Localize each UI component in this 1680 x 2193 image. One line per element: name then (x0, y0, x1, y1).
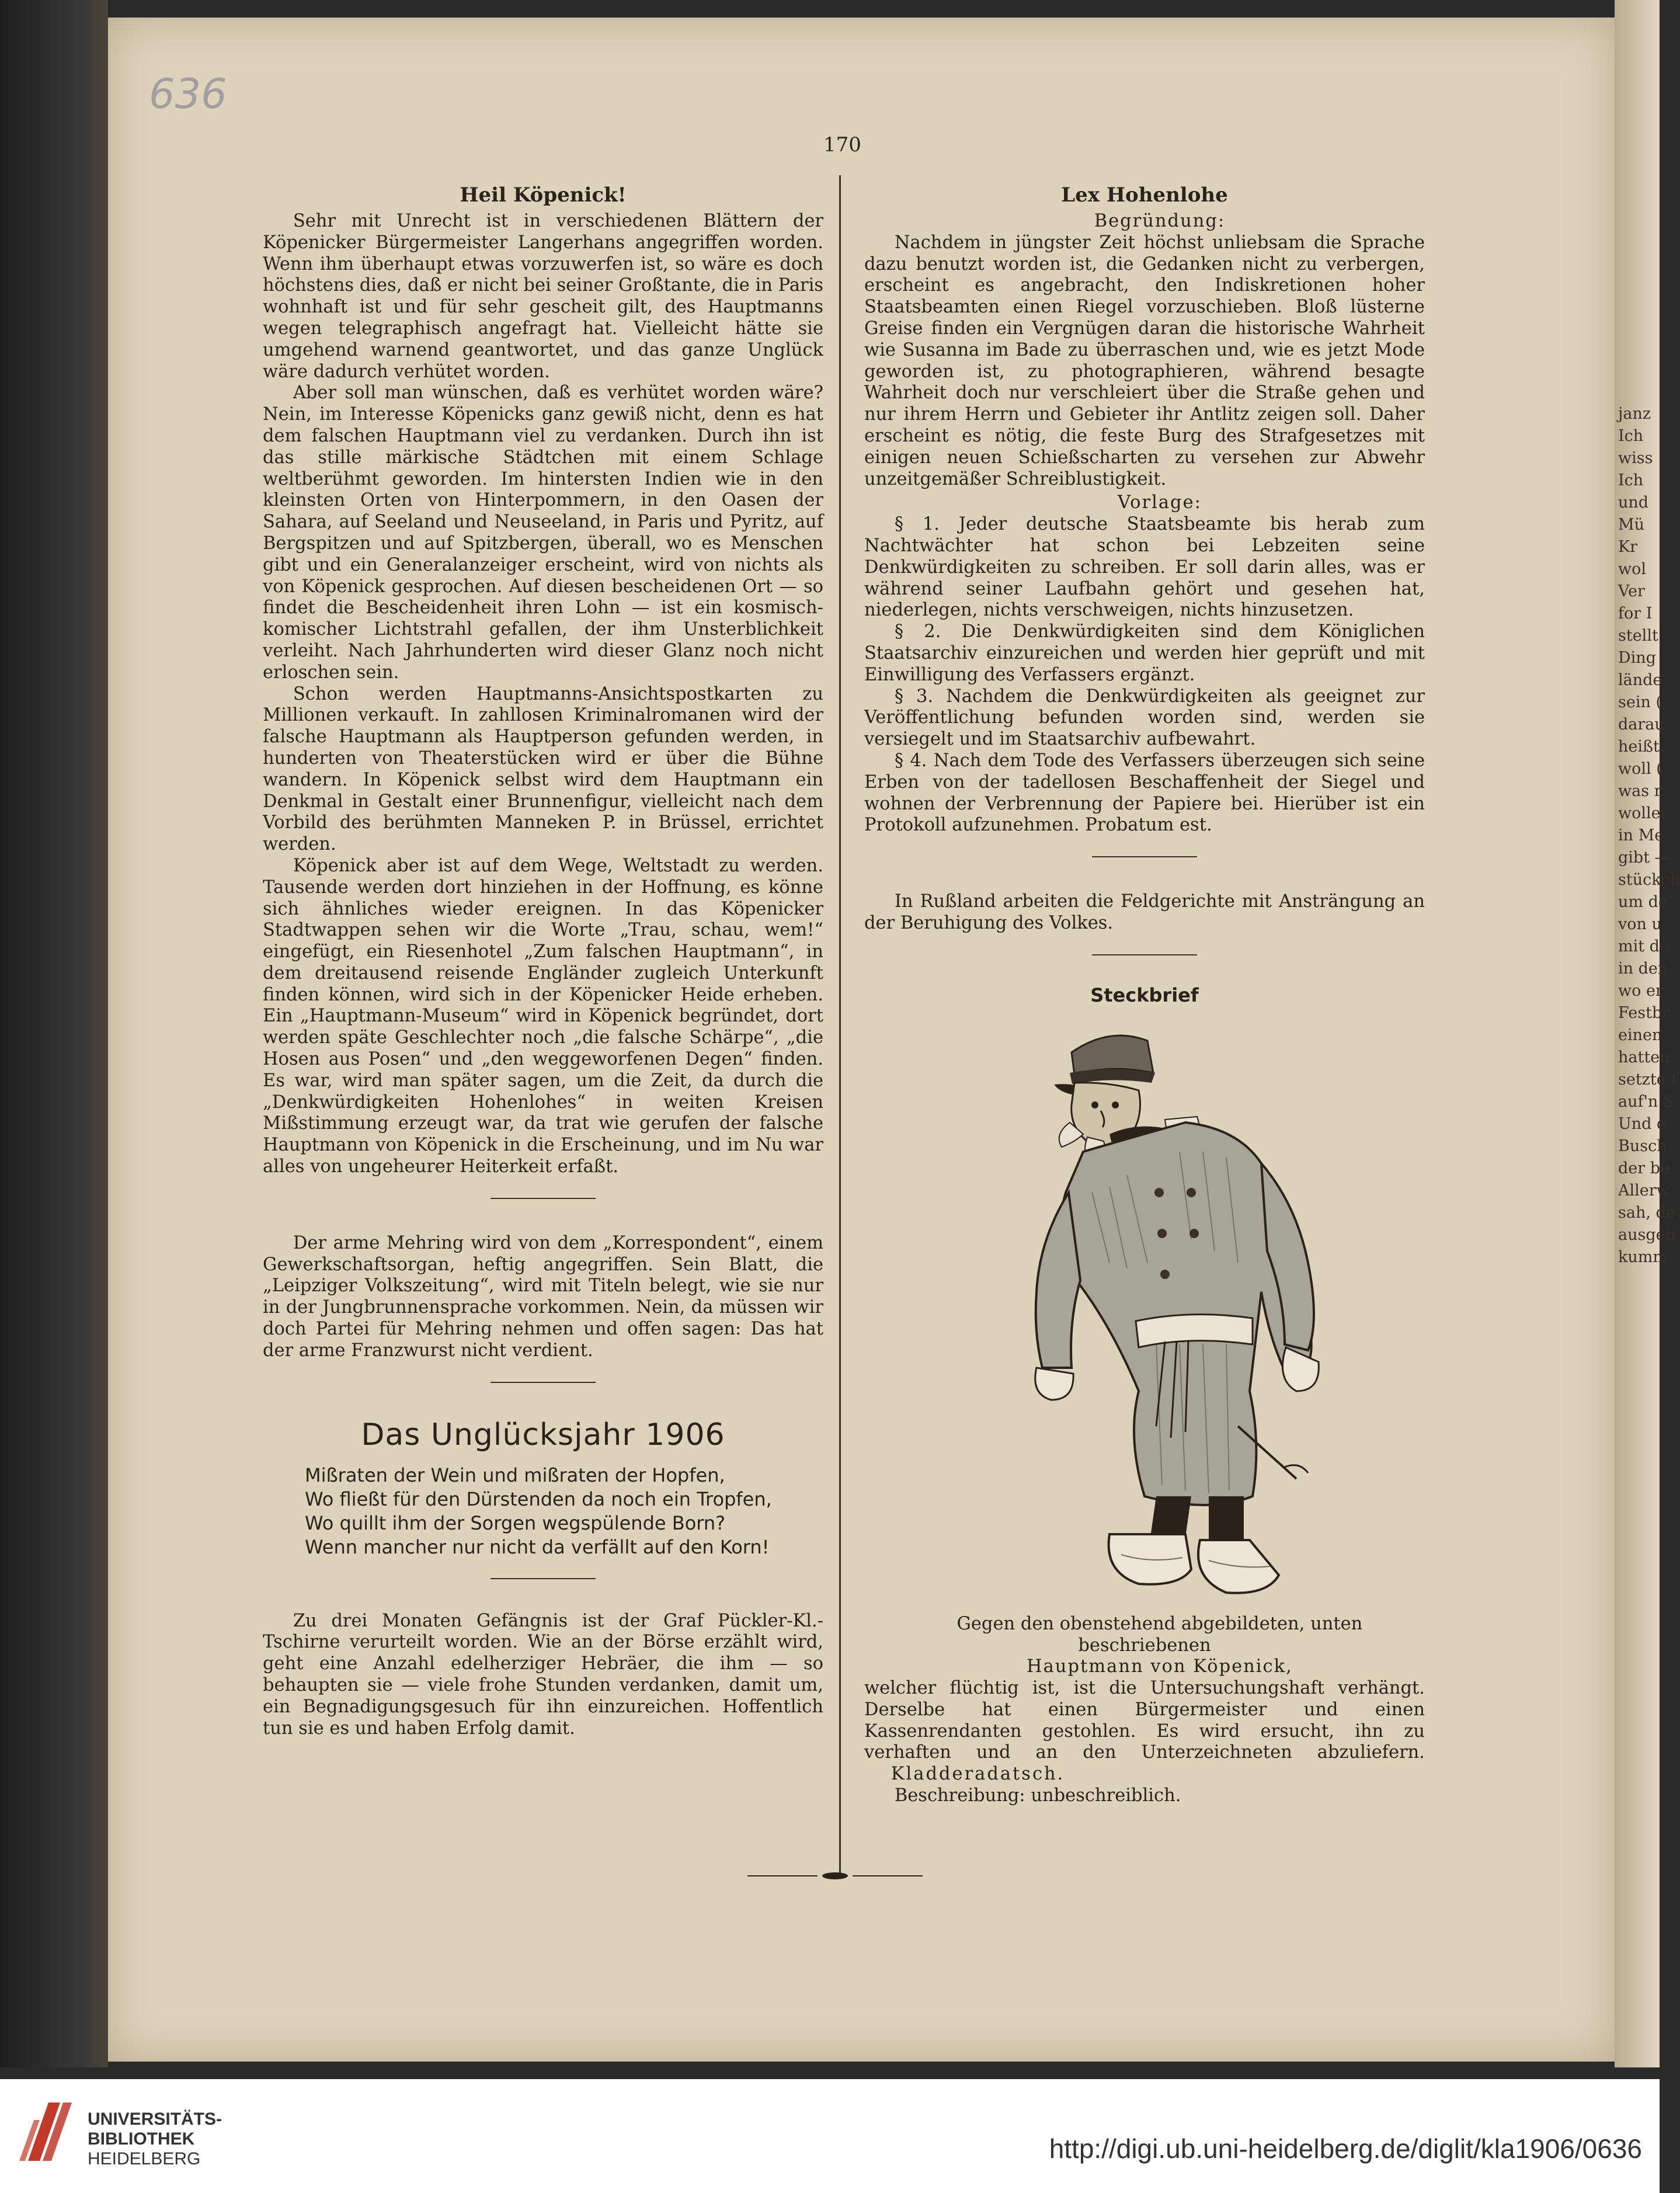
steckbrief-caption (864, 1614, 1425, 1807)
adjacent-page-fragment: mit de (1618, 937, 1669, 955)
adjacent-page-fragment: janz (1618, 405, 1651, 423)
lex-section-paragraph: § 2. Die Denkwürdigkeiten sind dem Königlichen Staatsarchiv einzureichen und werden hier geprüft und mit Einwilligung des Verfassers ergänzt. (864, 621, 1425, 685)
adjacent-page-fragment: auf'n S (1618, 1093, 1674, 1111)
adjacent-page-fragment: for I (1618, 604, 1653, 623)
poem-line: Wenn mancher nur nicht da verfällt auf den Korn! (305, 1535, 770, 1558)
adjacent-page-fragment: darau (1618, 715, 1665, 734)
adjacent-page-fragment: kumm (1618, 1248, 1668, 1266)
poem-title: Das Unglücksjahr 1906 (361, 1417, 725, 1452)
adjacent-page-fragment: Ich (1618, 471, 1644, 489)
lex-section-paragraph: § 1. Jeder deutsche Staatsbeamte bis herab zum Nachtwächter hat schon bei Lebzeiten seine Denkwürdigkeiten zu schreiben. Er soll darin alles, was er während seiner Laufbahn gehört und gesehen hat, niederlegen, nichts verschweigen, nichts hinzusetzen. (864, 514, 1425, 621)
right-column (864, 178, 1425, 1807)
adjacent-page-fragment: der be (1618, 1159, 1670, 1177)
poem-verse (263, 1464, 823, 1559)
lex-paragraphs (864, 514, 1425, 836)
separator-rule (491, 1198, 596, 1199)
poem-line: Wo quillt ihm der Sorgen wegspülende Born? (305, 1511, 726, 1534)
adjacent-page-fragment: woller (1618, 804, 1668, 822)
heil-paragraph: Köpenick aber ist auf dem Wege, Weltstadt zu werden. Tausende werden dort hinziehen in der Hoffnung, es könne sich ähnliches wieder ereignen. In das Köpenicker Stadtwappen sehen wir die Worte „Trau, schau, wem!“ eingefügt, ein Riesenhotel „Zum falschen Hauptmann“, in dem dreitausend reisende Engländer zugleich Unterkunft finden können, wird sich in der Köpenicker Heide erheben. Ein „Hauptmann-Museum“ wird in Köpenick begründet, dort werden späte Geschlechter noch „die falsche Schärpe“, „die Hosen aus Posen“ und „den weggeworfenen Degen“ finden. Es war, wird man später sagen, um die Zeit, da durch die „Denkwürdigkeiten Hohenlohes“ in weiten Kreisen Mißstimmung erzeugt war, da trat wie gerufen der falsche Hauptmann von Köpenick in die Erscheinung, und im Nu war alles von ungeheurer Heiterkeit erfaßt. (263, 855, 823, 1177)
adjacent-page-fragment: in den (1618, 960, 1668, 978)
adjacent-page-fragment: stellt (1618, 627, 1658, 645)
separator-rule (491, 1578, 596, 1579)
lex-section-paragraph: § 4. Nach dem Tode des Verfassers überzeugen sich seine Erben von der tadellosen Beschaffenheit der Siegel und wohnen der Verbrennung der Papiere bei. Hierüber ist ein Protokoll aufzunehmen. Probatum est. (864, 750, 1425, 836)
caption-line-2: Hauptmann von Köpenick, (1027, 1656, 1293, 1677)
adjacent-page-fragment: von u (1618, 915, 1662, 933)
permalink-url[interactable]: http://digi.ub.uni-heidelberg.de/diglit/kla1906/0636 (1049, 2133, 1642, 2164)
heil-koepenick-title: Heil Köpenick! (460, 183, 627, 207)
adjacent-page-fragment: Kr (1618, 538, 1638, 556)
left-column (263, 178, 823, 1739)
heil-paragraph: Schon werden Hauptmanns-Ansichtspostkarten zu Millionen verkauft. In zahllosen Kriminalromanen wird der falsche Hauptmann als Hauptperson gefunden werden, in hunderten von Theaterstücken wird er über die Bühne wandern. In Köpenick selbst wird dem Hauptmann ein Denkmal in Gestalt einer Brunnenfigur, vielleicht nach dem Vorbild des berühmten Manneken P. in Brüssel, errichtet werden. (263, 683, 823, 855)
lex-section-paragraph: § 3. Nachdem die Denkwürdigkeiten als geeignet zur Veröffentlichung befunden worden sind, werden sie versiegelt und im Staatsarchiv aufbewahrt. (864, 686, 1425, 750)
adjacent-page-fragment: ausgeb (1618, 1226, 1675, 1244)
adjacent-page-fragment: Ich (1618, 427, 1644, 445)
adjacent-page-fragment: lände (1618, 671, 1662, 689)
caption-line-1: Gegen den obenstehend abgebildeten, unten beschriebenen (956, 1613, 1363, 1656)
institution-name (88, 2109, 222, 2169)
adjacent-page-fragment: wo er (1618, 982, 1663, 1000)
adjacent-page-fragment: was r (1618, 782, 1662, 800)
university-library-logo-icon (16, 2097, 75, 2167)
adjacent-page-fragment: einen (1618, 1026, 1662, 1044)
begruendung-text: Nachdem in jüngster Zeit höchst unliebsam die Sprache dazu benutzt worden ist, die Gedanken nicht zu verbergen, erscheint es angebracht, den Indiskretionen hoher Staatsbeamten einen Riegel vorzuschieben. Bloß lüsterne Greise finden ein Vergnügen daran die historische Wahrheit wie Susanna im Bade zu überraschen und, wie es jetzt Mode geworden ist, zu photographieren, während besagte Wahrheit doch nur verschleiert über die Straße gehen und nur ihrem Herrn und Gebieter ihr Antlitz zeigen soll. Daher erscheint es nötig, die feste Burg des Strafgesetzes mit einigen neuen Schießscharten zu versehen zur Abwehr unzeitgemäßer Schreiblustigkeit. (864, 232, 1425, 489)
adjacent-page-fragment: wiss (1618, 449, 1653, 467)
adjacent-page-fragment: um de (1618, 893, 1668, 911)
steckbrief-title: Steckbrief (1090, 983, 1199, 1006)
russia-paragraph: In Rußland arbeiten die Feldgerichte mit Ansträngung an der Beruhigung des Volkes. (864, 891, 1425, 933)
adjacent-page-fragment: Ding (1618, 649, 1656, 667)
adjacent-page-fragment: hatten (1618, 1048, 1670, 1066)
adjacent-page-fragment: sein ( (1618, 693, 1662, 711)
beschreibung-line: Beschreibung: unbeschreiblich. (894, 1785, 1181, 1806)
adjacent-page-fragment: sah, de (1618, 1204, 1675, 1222)
bottom-ornament-divider (747, 1872, 923, 1880)
separator-rule (1092, 856, 1197, 857)
vorlage-label: Vorlage: (1117, 492, 1202, 513)
adjacent-page-fragment: Festbr (1618, 1004, 1670, 1022)
page-number: 170 (823, 133, 861, 157)
margin-note-handwritten: 636 (149, 70, 227, 118)
separator-rule (1092, 954, 1197, 955)
pueckler-paragraph: Zu drei Monaten Gefängnis ist der Graf Pückler-Kl.-Tschirne verurteilt worden. Wie an der Börse erzählt wird, geht eine Anzahl edelherziger Hebräer, die ihm — so behaupten sie — viele frohe Stunden verdanken, damit um, ein Begnadigungsgesuch für ihn einzureichen. Hoffentlich tun sie es und haben Erfolg damit. (263, 1610, 823, 1739)
caption-signature: Kladderadatsch. (891, 1764, 1065, 1785)
heil-koepenick-article (263, 211, 823, 1178)
poem-line: Mißraten der Wein und mißraten der Hopfen, (305, 1464, 725, 1486)
lex-hohenlohe-title: Lex Hohenlohe (1061, 183, 1228, 207)
adjacent-page-fragment: gibt — (1618, 849, 1671, 867)
adjacent-page-fragment: heißt (1618, 738, 1660, 756)
mehring-paragraph: Der arme Mehring wird von dem „Korrespondent“, einem Gewerkschaftsorgan, heftig angegriffen. Sein Blatt, die „Leipziger Volkszeitung“, wird mit Titeln belegt, wie sie nur in der Jungbrunnensprache vorkommen. Nein, da müssen wir doch Partei für Mehring nehmen und offen sagen: Das hat der arme Franzwurst nicht verdient. (263, 1232, 823, 1361)
heil-paragraph: Sehr mit Unrecht ist in verschiedenen Blättern der Köpenicker Bürgermeister Langerhans angegriffen worden. Wenn ihm überhaupt etwas vorzuwerfen ist, so wäre es doch höchstens dies, daß er nicht bei seiner Großtante, die in Paris wohnhaft ist und für sehr gescheit gilt, des Hauptmanns wegen telegraphisch angefragt hat. Vielleicht hätte sie umgehend warnend geantwortet, und das ganze Unglück wäre dadurch verhütet worden. (263, 211, 823, 382)
caption-body-text: welcher flüchtig ist, ist die Untersuchungshaft verhängt. Derselbe hat einen Bürgermeister und einen Kassenrendanten gestohlen. Es wird ersucht, ihn zu verhaften und an den Unterzeichneten abzuliefern. (864, 1678, 1425, 1763)
institution-line-1: UNIVERSITÄTS- (88, 2109, 222, 2129)
heil-paragraph: Aber soll man wünschen, daß es verhütet worden wäre? Nein, im Interesse Köpenicks ganz gewiß nicht, denn es hat dem falschen Hauptmann viel zu verdanken. Durch ihn ist das stille märkische Städtchen mit einem Schlage weltberühmt geworden. Im hintersten Indien wie in den kleinsten Orten von Hinterpommern, in den Oasen der Sahara, auf Seeland und Neuseeland, in Paris und Pyritz, auf Bergspitzen und auf Spitzbergen, überall, wo es Menschen gibt und ein Generalanzeiger erscheint, wird von nichts als von Köpenick gesprochen. Auf diesen bescheidenen Ort — so findet die Bescheidenheit ihren Lohn — ist ein kosmisch-komischer Lichtstrahl gefallen, der ihm Unsterblichkeit verleiht. Nach Jahrhunderten wird dieser Glanz noch nicht erloschen sein. (263, 383, 823, 683)
adjacent-page-text-fragments (1615, 0, 1680, 1268)
adjacent-page-fragment: Ver (1618, 582, 1645, 600)
institution-line-3: HEIDELBERG (88, 2149, 201, 2168)
poem-line: Wo fließt für den Dürstenden da noch ein Tropfen, (305, 1488, 772, 1510)
adjacent-page-fragment: wol (1618, 560, 1647, 578)
adjacent-page-fragment: Und d (1618, 1115, 1667, 1133)
adjacent-page-edge (1615, 0, 1680, 2067)
separator-rule (491, 1382, 596, 1383)
adjacent-page-fragment: woll ( (1618, 760, 1662, 778)
adjacent-page-fragment: Busch (1618, 1137, 1667, 1155)
begruendung-label: Begründung: (1094, 211, 1226, 231)
adjacent-page-fragment: stückch (1618, 871, 1680, 889)
adjacent-page-fragment: und (1618, 493, 1649, 512)
adjacent-page-fragment: setzte f (1618, 1071, 1677, 1089)
caption-body (864, 1678, 1425, 1785)
adjacent-page-fragment: Mü (1618, 516, 1645, 534)
institution-line-2: BIBLIOTHEK (88, 2129, 195, 2149)
book-binding-shadow (0, 0, 108, 2067)
adjacent-page-fragment: in Me (1618, 826, 1664, 844)
column-divider (839, 175, 841, 1875)
adjacent-page-fragment: Allerw (1618, 1181, 1670, 1200)
caricature-hauptmann-illustration (934, 1017, 1355, 1610)
library-footer (0, 2079, 1660, 2193)
